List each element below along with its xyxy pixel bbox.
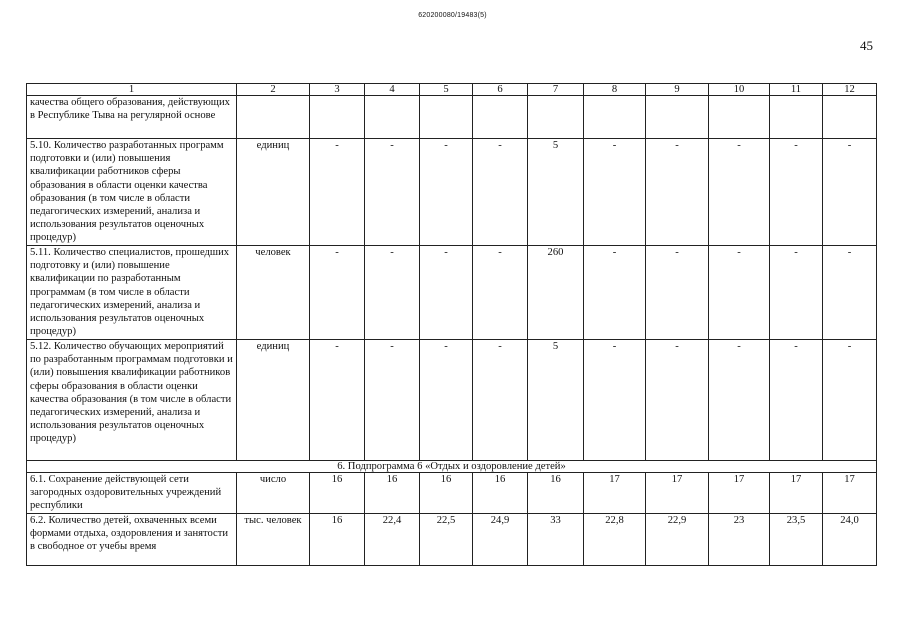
table-row	[27, 513, 877, 565]
value-cell: -	[365, 340, 420, 461]
value-cell: -	[823, 139, 877, 246]
value-cell: 5	[528, 139, 584, 246]
indicator-name: 5.12. Количество обучающих мероприятий по разработанным программам подготовки и (или) повышения квалификации работников сферы образования в области оценки качества образования (в том числе в области педагогических измерений, анализа и использования результатов оценочных процедур)	[27, 340, 237, 461]
column-header: 8	[584, 84, 646, 96]
indicator-name: 5.11. Количество специалистов, прошедших подготовку и (или) повышение квалификации по разработанным программам (в том числе в области педагогических измерений, анализа и использования результатов оценочных процедур)	[27, 246, 237, 340]
value-cell: -	[473, 246, 528, 340]
column-header: 9	[646, 84, 709, 96]
table-row	[27, 473, 877, 514]
value-cell: -	[420, 139, 473, 246]
value-cell: -	[310, 340, 365, 461]
value-cell: -	[584, 340, 646, 461]
value-cell: 22,9	[646, 513, 709, 565]
unit-cell: человек	[237, 246, 310, 340]
value-cell	[473, 96, 528, 139]
value-cell: 17	[709, 473, 770, 514]
indicators-table	[26, 83, 877, 566]
value-cell: -	[709, 340, 770, 461]
unit-cell: число	[237, 473, 310, 514]
value-cell	[646, 96, 709, 139]
value-cell: -	[420, 246, 473, 340]
value-cell: -	[709, 139, 770, 246]
value-cell: 16	[310, 513, 365, 565]
column-header-row	[27, 84, 877, 96]
value-cell	[365, 96, 420, 139]
value-cell: 24,9	[473, 513, 528, 565]
column-header: 3	[310, 84, 365, 96]
value-cell	[770, 96, 823, 139]
value-cell	[584, 96, 646, 139]
value-cell: 17	[770, 473, 823, 514]
value-cell: 16	[473, 473, 528, 514]
value-cell: -	[770, 340, 823, 461]
column-header: 5	[420, 84, 473, 96]
table-row	[27, 246, 877, 340]
column-header: 1	[27, 84, 237, 96]
unit-cell: единиц	[237, 139, 310, 246]
column-header: 2	[237, 84, 310, 96]
unit-cell: тыс. человек	[237, 513, 310, 565]
value-cell: 17	[646, 473, 709, 514]
value-cell: 16	[365, 473, 420, 514]
column-header: 11	[770, 84, 823, 96]
value-cell	[823, 96, 877, 139]
value-cell: 16	[420, 473, 473, 514]
value-cell: 23	[709, 513, 770, 565]
value-cell: 260	[528, 246, 584, 340]
value-cell: -	[365, 246, 420, 340]
value-cell	[709, 96, 770, 139]
value-cell	[528, 96, 584, 139]
value-cell: -	[646, 246, 709, 340]
column-header: 6	[473, 84, 528, 96]
column-header: 7	[528, 84, 584, 96]
indicator-name: 6.1. Сохранение действующей сети загородных оздоровительных учреждений республики	[27, 473, 237, 514]
value-cell: 24,0	[823, 513, 877, 565]
value-cell: 5	[528, 340, 584, 461]
value-cell: 22,5	[420, 513, 473, 565]
section-row	[27, 461, 877, 473]
unit-cell: единиц	[237, 340, 310, 461]
unit-cell	[237, 96, 310, 139]
section-title: 6. Подпрограмма 6 «Отдых и оздоровление детей»	[27, 461, 877, 473]
value-cell: -	[770, 246, 823, 340]
indicator-name: 5.10. Количество разработанных программ подготовки и (или) повышения квалификации работников сферы образования в области оценки качества образования (в том числе в области педагогических измерений, анализа и использования результатов оценочных процедур)	[27, 139, 237, 246]
value-cell	[420, 96, 473, 139]
value-cell: -	[646, 139, 709, 246]
page-number: 45	[860, 38, 873, 53]
table-row	[27, 96, 877, 139]
indicator-name: качества общего образования, действующих в Республике Тыва на регулярной основе	[27, 96, 237, 139]
value-cell: -	[473, 139, 528, 246]
value-cell: -	[584, 139, 646, 246]
value-cell: -	[473, 340, 528, 461]
value-cell: -	[365, 139, 420, 246]
value-cell: -	[709, 246, 770, 340]
value-cell: 22,4	[365, 513, 420, 565]
value-cell: 23,5	[770, 513, 823, 565]
value-cell: 16	[528, 473, 584, 514]
value-cell: -	[310, 139, 365, 246]
value-cell	[310, 96, 365, 139]
value-cell: 16	[310, 473, 365, 514]
document-id: 620200080/19483(5)	[418, 12, 487, 19]
table-row	[27, 139, 877, 246]
value-cell: 17	[584, 473, 646, 514]
value-cell: -	[823, 246, 877, 340]
indicator-name: 6.2. Количество детей, охваченных всеми формами отдыха, оздоровления и занятости в свободное от учебы время	[27, 513, 237, 565]
column-header: 12	[823, 84, 877, 96]
value-cell: -	[823, 340, 877, 461]
value-cell: 17	[823, 473, 877, 514]
value-cell: -	[420, 340, 473, 461]
column-header: 4	[365, 84, 420, 96]
table-row	[27, 340, 877, 461]
value-cell: 33	[528, 513, 584, 565]
value-cell: -	[770, 139, 823, 246]
value-cell: -	[646, 340, 709, 461]
value-cell: -	[584, 246, 646, 340]
value-cell: -	[310, 246, 365, 340]
value-cell: 22,8	[584, 513, 646, 565]
column-header: 10	[709, 84, 770, 96]
